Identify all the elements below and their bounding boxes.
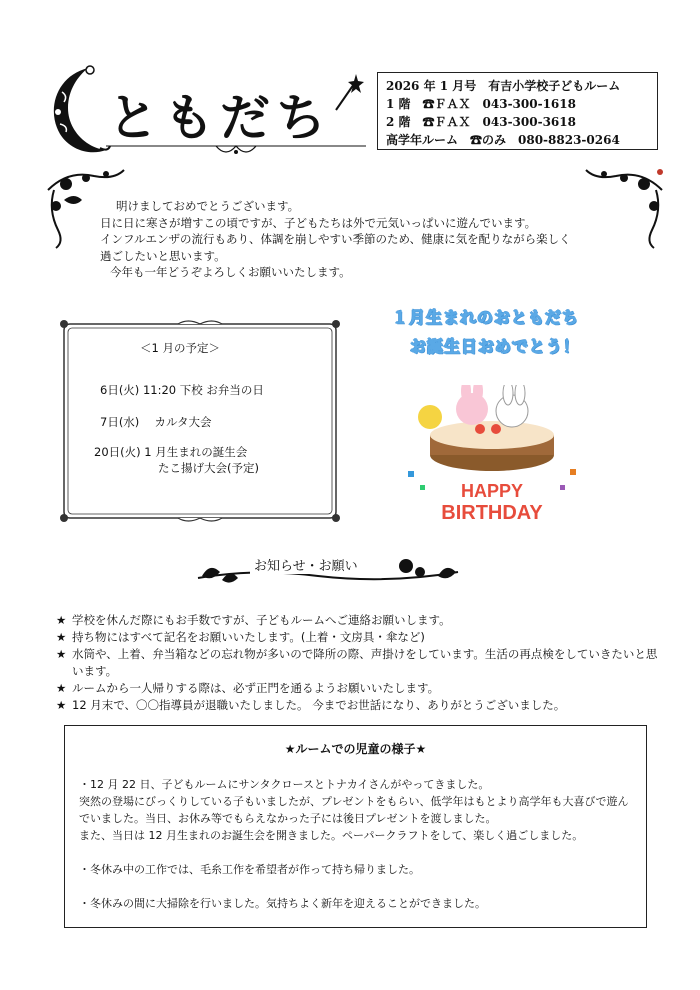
notice-item: ★ 学校を休んだ際にもお手数ですが、子どもルームへご連絡お願いします。 [56,613,451,627]
schedule-item: 20日(火) 1 月生まれの誕生会 [94,445,248,459]
magic-wand-icon [330,72,364,112]
birthday-cake-illustration [400,385,590,525]
contact-info-box [377,72,658,150]
report-line: でいました。当日、お休み等でもらえなかった子には後日プレゼントを渡しました。 [79,812,497,825]
report-line: また、当日は 12 月生まれのお誕生会を開きました。ペーパークラフトをして、楽しく過ごしました。 [79,829,584,842]
upper-grade-phone: 高学年ルーム ☎のみ 080-8823-0264 [386,133,620,147]
corner-ornament-right [580,160,666,250]
star-icon: ★ [56,698,67,712]
greeting-line: インフルエンザの流行もあり、体調を崩しやすい季節のため、健康に気を配りながら楽しく [100,232,571,246]
issue-line: 2026 年 1 月号 有吉小学校子どもルーム [386,79,621,93]
birthday-text: BIRTHDAY [441,502,543,524]
notice-list [56,612,666,714]
greeting-line: 過ごしたいと思います。 [100,248,226,263]
report-line: ・12 月 22 日、子どもルームにサンタクロースとトナカイさんがやってきました。 [79,778,490,791]
star-icon: ★ [56,630,67,644]
report-title: ★ルームでの児童の様子★ [284,742,427,756]
greeting-line: 今年も一年どうぞよろしくお願いいたします。 [110,265,351,279]
notice-item: ★ 持ち物にはすべて記名をお願いいたします。(上着・文房具・傘など) [56,630,425,644]
report-line: ・冬休み中の工作では、毛糸工作を希望者が作って持ち帰りました。 [79,863,420,876]
report-body [79,776,639,912]
greeting-message [100,198,580,281]
star-icon: ★ [56,681,67,695]
notice-item: ★ 12 月末で、〇〇指導員が退職いたしました。 今までお世話になり、ありがとうございました。 [56,698,566,712]
schedule-item: 6日(火) 11:20 下校 お弁当の日 [100,383,264,397]
schedule-item: たこ揚げ大会(予定) [158,461,259,475]
newsletter-title: ともだち [108,89,332,147]
schedule-item: 7日(水) カルタ大会 [100,415,212,429]
floor1-fax: 1 階 ☎ＦＡＸ 043-300-1618 [386,97,576,111]
floor2-fax: 2 階 ☎ＦＡＸ 043-300-3618 [386,115,576,129]
happy-text: HAPPY [460,481,524,501]
notice-title: お知らせ・お願い [250,555,362,574]
schedule-title: ＜1 月の予定＞ [140,341,220,355]
greeting-line: 明けましておめでとうございます。 [116,199,300,213]
birthday-heading-line1: １月生まれのおともだち [392,308,580,327]
star-icon: ★ [56,647,67,661]
notice-item: ★ 水筒や、上着、弁当箱などの忘れ物が多いので降所の際、声掛けをしています。生活の再点検をしていきたいと思います。 [56,647,658,678]
title-ornament-line [96,140,376,160]
children-report-box [64,725,647,928]
report-line: ・冬休みの間に大掃除を行いました。気持ちよく新年を迎えることができました。 [79,897,486,910]
report-line: 突然の登場にびっくりしている子もいましたが、プレゼントをもらい、低学年はもとより高学年も大喜びで遊ん [79,795,629,808]
greeting-line: 日に日に寒さが増すこの頃ですが、子どもたちは外で元気いっぱいに遊んでいます。 [100,215,537,230]
notice-item: ★ ルームから一人帰りする際は、必ず正門を通るようお願いいたします。 [56,681,440,695]
birthday-heading-line2: お誕生日おめでとう！ [410,337,581,356]
star-icon: ★ [56,613,67,627]
